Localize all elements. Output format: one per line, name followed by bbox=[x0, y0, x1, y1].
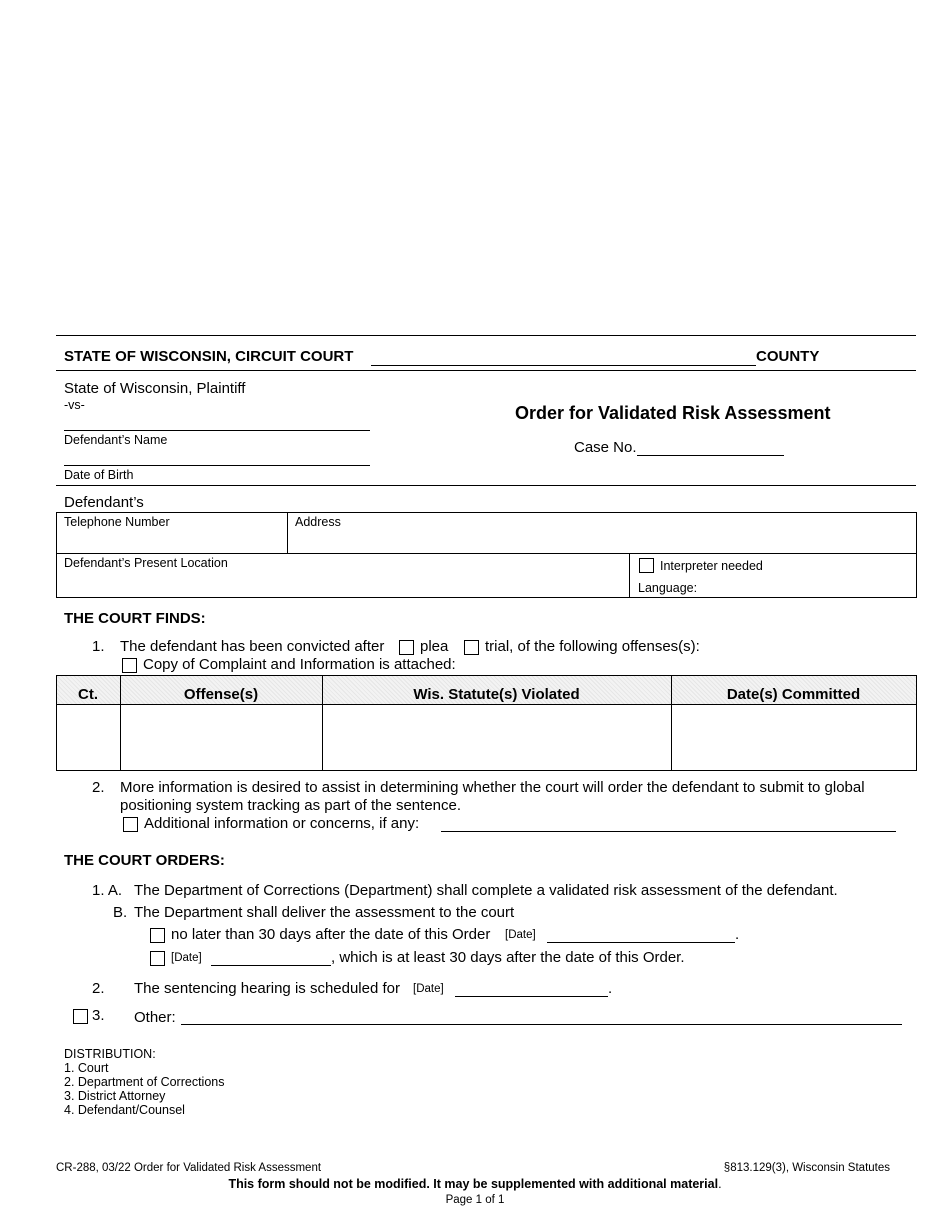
order-2-number: 2. bbox=[92, 980, 105, 997]
caption-top-rule bbox=[56, 335, 916, 336]
option-2-date-line[interactable] bbox=[211, 965, 331, 966]
info-box-col-sep-2 bbox=[629, 553, 630, 597]
footer-form-id: CR-288, 03/22 Order for Validated Risk Assessment bbox=[56, 1162, 322, 1174]
county-label: COUNTY bbox=[756, 348, 820, 365]
distribution-item: 3. District Attorney bbox=[64, 1089, 166, 1103]
caption-bottom-rule bbox=[56, 485, 916, 486]
case-no-label: Case No. bbox=[574, 439, 637, 456]
document-title: Order for Validated Risk Assessment bbox=[515, 403, 831, 423]
defendant-info-box bbox=[56, 512, 917, 598]
copy-attached-checkbox[interactable] bbox=[122, 658, 137, 673]
court-label: STATE OF WISCONSIN, CIRCUIT COURT bbox=[64, 348, 354, 365]
order-2-text: The sentencing hearing is scheduled for bbox=[134, 980, 401, 997]
telephone-label: Telephone Number bbox=[64, 515, 170, 529]
court-finds-heading: THE COURT FINDS: bbox=[64, 610, 206, 627]
col-header-offenses: Offense(s) bbox=[183, 686, 259, 703]
other-checkbox[interactable] bbox=[73, 1009, 88, 1024]
plaintiff-label: State of Wisconsin, Plaintiff bbox=[64, 380, 246, 397]
additional-info-label: Additional information or concerns, if any: bbox=[144, 815, 420, 832]
info-box-col-sep-1 bbox=[287, 512, 288, 553]
defendant-info-heading: Defendant’s bbox=[64, 494, 144, 511]
copy-attached-label: Copy of Complaint and Information is attached: bbox=[143, 656, 456, 673]
plea-label: plea bbox=[420, 638, 449, 655]
distribution-item: 2. Department of Corrections bbox=[64, 1075, 225, 1089]
info-box-divider bbox=[56, 553, 916, 554]
col-header-count: Ct. bbox=[78, 686, 98, 703]
option-2-date-tag: [Date] bbox=[171, 952, 202, 964]
option-1-date-tag: [Date] bbox=[505, 929, 536, 941]
caption-second-rule bbox=[56, 370, 916, 371]
interpreter-checkbox[interactable] bbox=[639, 558, 654, 573]
interpreter-label: Interpreter needed bbox=[660, 559, 763, 573]
dob-line[interactable] bbox=[64, 465, 370, 466]
language-label: Language: bbox=[638, 581, 698, 595]
order-1b-number: B. bbox=[113, 904, 128, 921]
finding-1-number: 1. bbox=[92, 638, 105, 655]
within-30-days-text: no later than 30 days after the date of this Order bbox=[171, 926, 491, 943]
finding-2-number: 2. bbox=[92, 779, 105, 796]
option-1-period: . bbox=[735, 926, 740, 943]
address-label: Address bbox=[295, 515, 341, 529]
other-label: Other: bbox=[134, 1009, 176, 1026]
order-1b-text: The Department shall deliver the assessment to the court bbox=[134, 904, 515, 921]
footer-notice-end: . bbox=[718, 1177, 722, 1191]
option-1-date-line[interactable] bbox=[547, 942, 735, 943]
trial-label: trial, of the following offenses(s): bbox=[485, 638, 700, 655]
hearing-period: . bbox=[608, 980, 613, 997]
hearing-date-line[interactable] bbox=[455, 996, 608, 997]
col-header-dates: Date(s) Committed bbox=[726, 686, 861, 703]
finding-2-line-1: More information is desired to assist in determining whether the court will order the defendant to submit to global bbox=[120, 779, 865, 796]
distribution-heading: DISTRIBUTION: bbox=[64, 1047, 156, 1061]
additional-info-checkbox[interactable] bbox=[123, 817, 138, 832]
footer-statute: §813.129(3), Wisconsin Statutes bbox=[723, 1162, 890, 1174]
order-1a-number: 1. A. bbox=[92, 882, 123, 899]
defendant-name-label: Defendant’s Name bbox=[64, 433, 168, 447]
court-orders-heading: THE COURT ORDERS: bbox=[64, 852, 225, 869]
order-3-number: 3. bbox=[92, 1007, 105, 1024]
footer-page-number: Page 1 of 1 bbox=[445, 1194, 505, 1206]
plea-checkbox[interactable] bbox=[399, 640, 414, 655]
footer-notice bbox=[0, 1177, 950, 1191]
hearing-date-tag: [Date] bbox=[413, 983, 444, 995]
dob-label: Date of Birth bbox=[64, 468, 134, 482]
offense-row-empty[interactable] bbox=[57, 705, 915, 769]
distribution-item: 4. Defendant/Counsel bbox=[64, 1103, 185, 1117]
additional-info-line[interactable] bbox=[441, 831, 896, 832]
footer-notice-bold: This form should not be modified. It may be supplemented with additional material bbox=[228, 1177, 719, 1191]
trial-checkbox[interactable] bbox=[464, 640, 479, 655]
vs-label: -vs- bbox=[64, 398, 85, 412]
specific-date-checkbox[interactable] bbox=[150, 951, 165, 966]
col-header-statutes: Wis. Statute(s) Violated bbox=[413, 686, 580, 703]
defendant-name-line[interactable] bbox=[64, 430, 370, 431]
finding-2-line-2: positioning system tracking as part of the sentence. bbox=[120, 797, 462, 814]
case-no-line[interactable] bbox=[637, 455, 784, 456]
option-2-text: , which is at least 30 days after the date of this Order. bbox=[331, 949, 685, 966]
distribution-item: 1. Court bbox=[64, 1061, 109, 1075]
finding-1-text: The defendant has been convicted after bbox=[120, 638, 385, 655]
within-30-days-checkbox[interactable] bbox=[150, 928, 165, 943]
order-1a-text: The Department of Corrections (Department) shall complete a validated risk assessment of the defendant. bbox=[134, 882, 838, 899]
other-line[interactable] bbox=[181, 1024, 902, 1025]
county-name-line[interactable] bbox=[371, 365, 756, 366]
present-location-label: Defendant’s Present Location bbox=[64, 556, 228, 570]
